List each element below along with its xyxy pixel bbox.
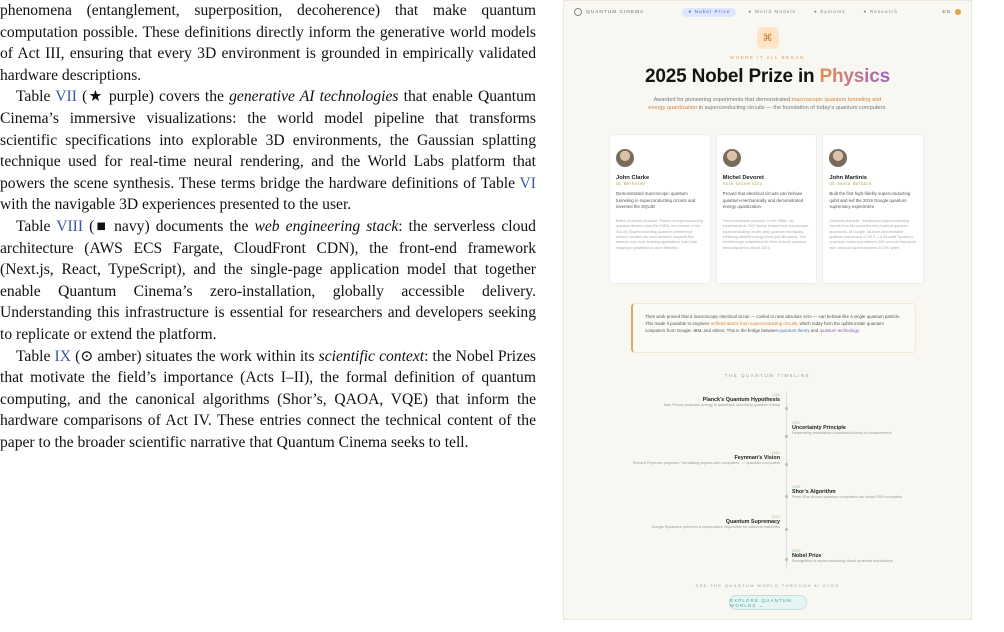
laureate-card[interactable] (716, 134, 818, 284)
timeline-dot (785, 528, 788, 531)
p2-text-c: with the navigable 3D experiences presented to the user. (0, 196, 352, 214)
atom-icon: ⌘ (757, 27, 779, 49)
event-year: 1927 (792, 421, 801, 425)
timeline-dot (785, 463, 788, 466)
subtitle-a: Awarded for pioneering experiments that demonstrated (653, 97, 792, 103)
p4-marker: (⊙ amber) situates the work within its (70, 347, 319, 365)
timeline-dot (785, 435, 788, 438)
brand[interactable] (574, 8, 644, 16)
laureate-name: Michel Devoret (722, 175, 764, 181)
paragraph-2 (0, 86, 536, 216)
paragraph-3 (0, 216, 536, 346)
language-toggle[interactable]: EN (942, 9, 951, 15)
timeline-event (792, 549, 962, 563)
laureate-name: John Martinis (829, 175, 868, 181)
table-ref-viii[interactable]: VIII (56, 217, 84, 235)
callout-text-b: , which today form the qubits inside quantum computers from Google, IBM, and others. This is the bridge between (645, 320, 884, 333)
laureate-affiliation: UC Santa Barbara (829, 182, 872, 187)
p2-emphasis: generative AI technologies (229, 88, 399, 106)
laureate-card[interactable] (822, 134, 924, 284)
p4-text-a: Table (16, 347, 55, 365)
laureate-affiliation: Yale University (722, 182, 763, 187)
laureate-affiliation: UC Berkeley (616, 182, 645, 187)
event-title: Quantum Supremacy (725, 519, 780, 525)
callout-highlight-purple: quantum technology (819, 327, 859, 333)
hero-title (564, 66, 971, 88)
table-ref-vii[interactable]: VII (55, 88, 77, 106)
app-screenshot-figure (563, 0, 972, 620)
subtitle-b: in superconducting circuits — the foundation of today’s quantum computers. (697, 105, 887, 112)
p3-marker: (■ navy) documents the (83, 217, 255, 235)
significance-callout (631, 303, 916, 353)
nav-tab-nobel[interactable]: ● Nobel Prize (682, 8, 736, 17)
laureate-summary: Built the first high-fidelity superconducting qubit and led the 2019 Google quantum supremacy experiment (829, 191, 911, 210)
paragraph-1 (0, 0, 536, 86)
timeline-event (610, 393, 780, 407)
event-desc: Google Sycamore performs a computation impossible for classical machines (651, 525, 780, 529)
paragraph-1-text: phenomena (entanglement, superposition, decoherence) that make quantum computation possible. These definitions directly inform the generative world models of Act III, ensuring that every 3D environment is grounded in empirically validated hardware descriptions. (0, 2, 536, 84)
callout-text-a: Their work proved that a macroscopic electrical circuit — cooled to near absolute zero — can behave like a single quantum particle. This made it possible to engineer (645, 314, 901, 326)
timeline-event (792, 421, 962, 435)
timeline-dot (785, 558, 788, 561)
event-year: 1981 (771, 451, 780, 455)
hero-title-main: 2025 Nobel Prize in (645, 66, 820, 87)
event-title: Nobel Prize (792, 553, 822, 559)
p3-text-b: : the serverless cloud architecture (AWS ECS Fargate, CloudFront CDN), the front-end framework (Next.js, React, TypeScript), and the single-page application model that together enable Quantum Cinema’s zero-installation, globally accessible delivery. Understanding this infrastructure is essential for researchers and developers seeking to replicate or extend the platform. (0, 217, 536, 343)
laureate-card[interactable] (609, 134, 711, 284)
event-year: 2019 (771, 515, 780, 519)
app-topbar (564, 1, 971, 23)
p2-marker: (★ purple) covers the (76, 88, 230, 106)
laureate-summary: Demonstrated macroscopic quantum tunneling in superconducting circuits and invented the SQUID (616, 191, 696, 210)
event-year: 2025 (792, 549, 801, 553)
subtitle-highlight: macroscopic quantum tunneling and energy quantization (648, 97, 882, 112)
p3-emphasis: web engineering stack (254, 217, 399, 235)
nav-tab-research[interactable]: ● Research (863, 9, 899, 15)
explore-worlds-button[interactable]: EXPLORE QUANTUM WORLDS → (729, 595, 807, 610)
callout-highlight-orange: artificial atoms from superconducting circuits (710, 320, 798, 326)
event-desc: Peter Shor proves quantum computers can break RSA encryption (792, 495, 903, 499)
laureate-summary: Proved that electrical circuits can behave quantum-mechanically and demonstrated energy quantization (722, 191, 804, 210)
laureate-bio: British-American physicist. Pioneer of superconducting quantum devices since the 1960s, the inventor of the SQUID (Superconducting Quantum Interference Device) remains the most sensitive magnetic flux detector ever built, enabling applications from brain imaging to gravitational wave detection. (616, 218, 703, 250)
event-title: Feynman’s Vision (734, 455, 780, 461)
laureate-bio: French-American physicist. In the 1980s, his experiments at CEO Saclay showed that macroscopic superconducting circuits obey quantum mechanics, exhibiting discrete energy levels just like atoms. This breakthrough established the field of circuit quantum electrodynamics (circuit QED). (722, 218, 809, 250)
p3-text-a: Table (16, 217, 57, 235)
timeline-axis (786, 391, 787, 569)
laureate-cards (609, 134, 924, 284)
nav-pills (682, 8, 904, 17)
topbar-controls (942, 9, 961, 15)
timeline-event (792, 485, 962, 499)
table-ref-ix[interactable]: IX (54, 347, 71, 365)
event-year: 1900 (771, 393, 780, 397)
brand-logo-icon (574, 8, 582, 16)
event-desc: Recognition of superconducting circuit quantum foundations (792, 559, 893, 563)
hero-eyebrow: WHERE IT ALL BEGAN (730, 55, 805, 60)
timeline-event (610, 515, 780, 529)
event-title: Planck’s Quantum Hypothesis (702, 397, 780, 403)
callout-text-d: . (858, 327, 860, 333)
callout-highlight-blue: quantum theory (779, 327, 810, 333)
cta-caption: SEE THE QUANTUM WORLD THROUGH AI EYES (695, 583, 840, 588)
avatar (829, 149, 847, 167)
p4-text-b: : the Nobel Prizes that motivate the field’s importance (Acts I–II), the formal definition of quantum computing, and the canonical algorithms (Shor’s, QAOA, VQE) that inform the hardware comparisons of Act IV. These entries connect the technical content of the paper to the broader scientific narrative that Quantum Cinema seeks to tell. (0, 347, 536, 451)
event-desc: Heisenberg establishes fundamental limits of measurement (792, 431, 892, 435)
paragraph-4 (0, 346, 536, 454)
timeline-heading: THE QUANTUM TIMELINE (724, 373, 811, 378)
brand-name: QUANTUM CINEMA (586, 9, 645, 15)
laureate-bio: American physicist. Transformed superconducting circuits from lab curiosities into practical quantum processors. At Google, his team demonstrated quantum supremacy in 2019 — a 53-qubit Sycamore processor solved a problem in 200 seconds that would take classical supercomputers 10,000 years. (829, 218, 917, 250)
nav-tab-world-models[interactable]: ● World Models (748, 9, 796, 15)
avatar (723, 149, 741, 167)
laureate-name: John Clarke (616, 175, 650, 181)
hero-title-accent: Physics (819, 66, 890, 87)
timeline-event (610, 451, 780, 465)
event-title: Uncertainty Principle (792, 425, 846, 431)
event-desc: Richard Feynman proposes "simulating physics with computers" — quantum computers (632, 461, 780, 465)
nav-tab-systems[interactable]: ● Systems (813, 9, 846, 15)
p2-text-b: that enable Quantum Cinema’s immersive visualizations: the world model pipeline that transforms scientific specifications into explorable 3D environments, the Gaussian splatting technique used for real-time neural rendering, and the World Labs platform that powers the scene synthesis. These terms bridge the hardware definitions of Table (0, 88, 536, 192)
timeline-dot (785, 495, 788, 498)
event-desc: Max Planck proposes energy is quantized, launching quantum theory (663, 403, 780, 407)
hero-subtitle (648, 96, 888, 112)
callout-text-c: and (809, 327, 820, 333)
table-ref-vi[interactable]: VI (519, 174, 536, 192)
event-title: Shor’s Algorithm (792, 489, 836, 495)
p4-emphasis: scientific context (318, 347, 425, 365)
event-year: 1994 (792, 485, 801, 489)
theme-icon[interactable] (955, 9, 961, 15)
avatar (616, 149, 634, 167)
timeline-dot (785, 407, 788, 410)
p2-text-a: Table (16, 88, 56, 106)
